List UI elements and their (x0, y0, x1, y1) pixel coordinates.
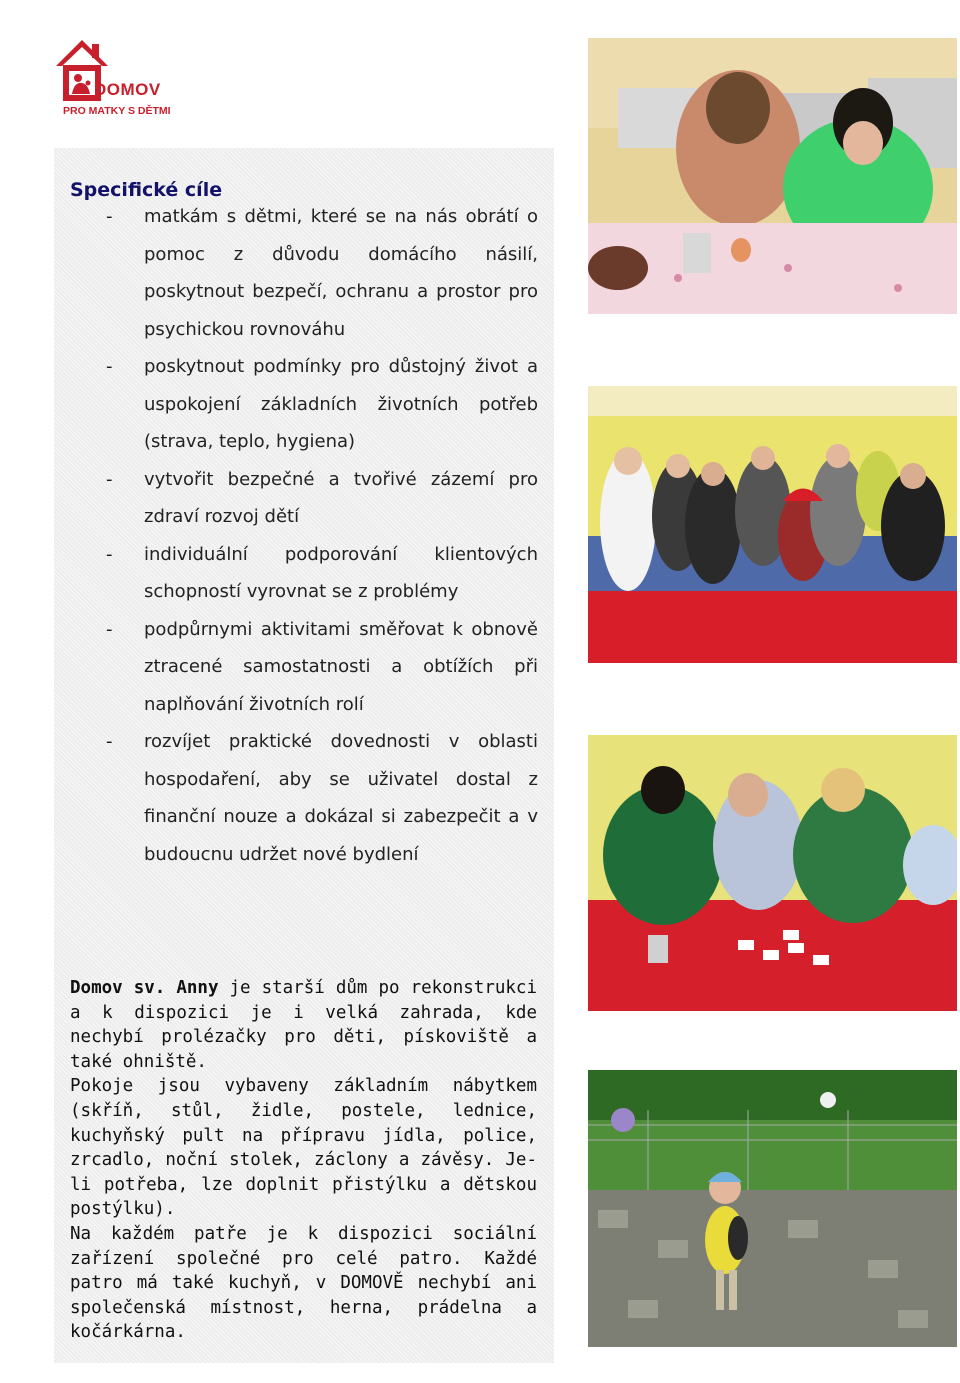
photo-garden-child (588, 1070, 957, 1347)
logo (52, 36, 202, 122)
paragraph-text: je starší dům po rekonstrukci a k dispozici je i velká zahrada, kde nechybí prolézačky pro děti, pískoviště a také ohniště. (70, 978, 537, 1072)
section-heading: Specifické cíle (70, 179, 223, 201)
list-item-text: rozvíjet praktické dovednosti v oblasti hospodaření, aby se uživatel dostal z finanční nouze a dokázal si zabezpečit a v budoucnu udržet nové bydlení (144, 731, 538, 865)
list-item (70, 461, 538, 536)
list-bullet: - (106, 543, 113, 565)
list-item-text: matkám s dětmi, které se na nás obrátí o pomoc z důvodu domácího násilí, poskytnout bezpečí, ochranu a prostor pro psychickou rovnováhu (144, 206, 538, 340)
description-text (70, 976, 537, 1345)
list-bullet: - (106, 356, 113, 377)
description-paragraph: Pokoje jsou vybaveny základním nábytkem (skříň, stůl, židle, postele, lednice, kuchyňský pult na přípravu jídla, police, zrcadlo, noční stolek, záclony a závěsy. Je-li potřeba, lze doplnit přistýlku a dětskou postýlku). (70, 1076, 537, 1220)
list-item-text: podpůrnymi aktivitami směřovat k obnově ztracené samostatnosti a obtížích při naplňování životních rolí (144, 618, 538, 715)
list-item (70, 348, 538, 461)
list-item-text: vytvořit bezpečné a tvořivé zázemí pro zdraví rozvoj dětí (144, 468, 538, 527)
list-bullet: - (106, 468, 113, 490)
logo-subtitle: PRO MATKY S DĚTMI (63, 105, 171, 117)
photo-kitchen (588, 38, 957, 314)
list-item-text: poskytnout podmínky pro důstojný život a uspokojení základních životních potřeb (strava, teplo, hygiena) (144, 356, 538, 452)
goals-list (70, 198, 538, 873)
list-item (70, 611, 538, 724)
logo-title: DOMOV (94, 80, 161, 99)
list-item (70, 723, 538, 873)
list-item (70, 536, 538, 611)
list-bullet: - (106, 206, 113, 227)
list-bullet: - (106, 618, 113, 640)
description-paragraph: Na každém patře je k dispozici sociální zařízení společné pro celé patro. Každé patro má také kuchyň, v DOMOVĚ nechybí ani společenská místnost, herna, prádelna a kočárkárna. (70, 1223, 537, 1343)
photo-group (588, 386, 957, 663)
list-bullet: - (106, 731, 113, 752)
photo-card-game (588, 735, 957, 1011)
house-name: Domov sv. Anny (70, 978, 219, 998)
list-item (70, 198, 538, 348)
list-item-text: individuální podporování klientových schopností vyrovnat se z problémy (144, 543, 538, 602)
description-paragraph (70, 976, 537, 1074)
